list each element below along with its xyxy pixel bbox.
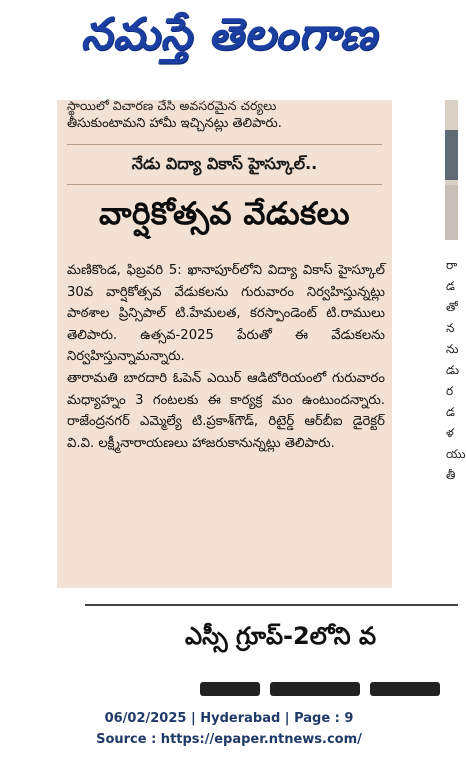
clipped-top-line: స్థాయిలో విచారణ చేసి అవసరమైన చర్యలు: [67, 98, 277, 113]
previous-article-tail: తీసుకుంటామని హామీ ఇచ్చినట్లు తెలిపారు.: [67, 116, 282, 131]
next-article-headline: ఎస్సీ గ్రూప్-2లోని వ: [185, 622, 377, 650]
masthead: [0, 0, 458, 80]
article-paragraph: తారామతి బారదారి ఓపెన్ ఎయిర్ ఆడిటోరియంలో గురువారం మధ్యాహ్నం 3 గంటలకు ఈ కార్యక్ర మం ఉంటుందన్నారు. రాజేంద్రనగర్ ఎమ్మెల్యే టి.ప్రకాశ్‌గౌడ్, రిటైర్డ్ ఆర్‌బీఐ డైరెక్టర్ వి.వి. లక్ష్మీనారాయణలు హాజరుకానున్నట్లు తెలిపారు.: [67, 370, 385, 451]
column-rule: [85, 604, 458, 606]
article-kicker: నేడు విద్యా వికాస్ హైస్కూల్..: [131, 154, 318, 173]
source-url-line: Source : https://epaper.ntnews.com/: [96, 732, 362, 747]
article-clipping: [57, 100, 392, 588]
article-headline: వార్షికోత్సవ వేడుకలు: [99, 196, 350, 232]
article-body: [67, 260, 385, 454]
kicker-divider: [67, 184, 382, 185]
newspaper-logo: నమస్తే తెలంగాణ: [80, 9, 378, 60]
source-footer: [0, 708, 458, 750]
article-paragraph: మణికొండ, ఫిబ్రవరి 5: ఖానాపూర్‌లోని విద్యా వికాస్ హైస్కూల్ 30వ వార్షికోత్సవ వేడుకలను గురువారం నిర్వహిస్తున్నట్లు పాఠశాల ప్రిన్సిపాల్ టి.హేమలత, కరస్పాండెంట్ టి.రాములు తెలిపారు. ఉత్సవ-2025 పేరుతో ఈ వేడుకలను నిర్వహిస్తున్నామన్నారు.: [67, 263, 385, 365]
photo-figure-dark: [445, 130, 458, 180]
next-article-subheadline-cropped: [200, 678, 458, 704]
adjacent-column-edge: రా డ తో న ను డు ర డ ళ యు తీ: [446, 258, 466, 482]
adjacent-photo: [445, 100, 458, 240]
section-divider: [67, 144, 382, 145]
date-page-line: 06/02/2025 | Hyderabad | Page : 9: [104, 711, 354, 726]
photo-figure-light: [445, 185, 458, 240]
